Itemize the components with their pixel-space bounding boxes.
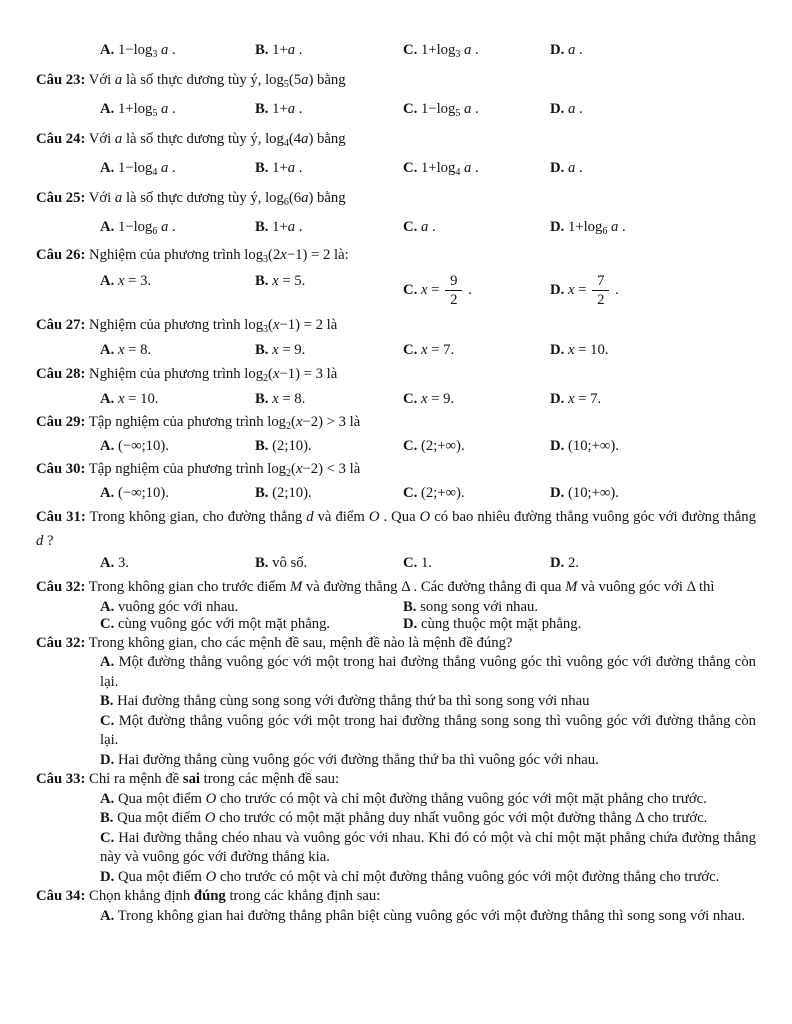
option-label: A. [100,101,115,117]
question-stem: Câu 23: Với a là số thực dương tùy ý, $\log_5(5a)$ bằng [36,71,346,90]
question-stem: Câu 33: Chỉ ra mệnh đề sai trong các mệnh đề sau: [36,771,340,787]
option-text: x = 8. [117,341,152,358]
option [100,907,756,927]
option [100,41,255,61]
option-text: x = 9. [272,341,306,358]
option [255,437,403,457]
option [100,790,756,810]
option [550,218,756,238]
option [100,599,403,617]
option [100,437,255,457]
option [100,100,255,120]
options-row [100,268,756,313]
option-text: (2;+∞). [420,484,465,501]
option [403,599,756,617]
question-block [36,411,756,458]
option [100,554,255,574]
option [403,41,550,61]
question-stem: Câu 26: Nghiệm của phương trình $\log_3(2x-1) = 2$ là: [36,246,349,265]
option [550,341,756,361]
option-label: D. [550,437,565,454]
question-number: Câu 25: [36,189,86,206]
option-text: $1+\log_5$ a . [117,101,176,119]
option [550,437,756,457]
question-number: Câu 27: [36,317,86,333]
option-text: $1-\log_4$ a . [117,160,176,178]
option-text: song song với nhau. [420,598,539,615]
option-text: 3. [117,555,129,571]
question-block [36,184,756,243]
option-text: Qua một điểm O cho trước có một và chỉ một đường thẳng vuông góc với một đường thẳng cho trước. [117,868,720,885]
option [255,484,403,504]
option-label: B. [403,598,417,615]
option-text: Một đường thẳng vuông góc với một trong hai đường thẳng vuông góc thì vuông góc với đường thẳng còn lại. [100,654,757,690]
option [255,272,403,309]
option-label: B. [255,160,269,176]
option-label: A. [100,160,115,176]
option-label: C. [403,341,418,358]
option-label: B. [255,219,269,235]
option-label: D. [403,616,418,632]
option-label: B. [255,101,269,117]
question-number: Câu 26: [36,246,86,263]
option [550,159,756,179]
option-label: C. [403,281,418,298]
option [550,272,756,309]
options-row [100,599,756,634]
question-stem: Câu 34: Chọn khẳng định đúng trong các khẳng định sau: [36,888,381,904]
options-row [100,553,756,575]
option-label: A. [100,484,115,501]
option-text: a . [567,101,583,117]
option-label: D. [100,868,115,885]
question-number: Câu 30: [36,461,86,477]
option-text: 1+a . [272,101,303,117]
option-text: x = 10. [567,341,609,358]
option-label: A. [100,598,115,615]
question-block [36,313,756,362]
option-label: D. [550,281,565,298]
option-label: A. [100,42,115,58]
option-label: C. [403,219,418,235]
option-text: $1-\log_3$ a . [117,42,176,60]
option-label: D. [100,751,115,768]
option [100,272,255,309]
option-text: $1+\log_4$ a . [420,160,479,178]
option-label: A. [100,219,115,235]
option-text: 1+a . [272,160,303,176]
option-label: B. [100,810,114,826]
options-row [100,435,756,459]
option [100,159,255,179]
question-number: Câu 23: [36,71,86,88]
option-text: x = $\frac{9}{2}$ . [420,273,472,308]
option-text: x = 7. [420,341,455,358]
option [403,159,550,179]
option-text: $1-\log_6$ a . [117,219,176,237]
option-label: D. [550,160,565,176]
option [403,554,550,574]
option-text: x = 8. [272,390,306,407]
option-label: C. [403,101,418,117]
options-row [100,36,756,66]
option [100,616,403,634]
question-block [36,770,756,887]
question-stem: Câu 31: Trong không gian, cho đường thẳng d và điểm O . Qua O có bao nhiêu đường thẳng vuông góc với đường thẳng d ? [36,509,756,549]
option-label: A. [100,907,115,924]
option-text: (2;10). [272,484,312,501]
option-text: (10;+∞). [567,437,619,454]
options-row [100,154,756,184]
option [255,390,403,410]
option-text: Qua một điểm O cho trước có một và chỉ một đường thẳng vuông góc với một mặt phẳng cho trước. [117,790,707,807]
option-text: a . [567,42,583,58]
question-stem: Câu 32: Trong không gian, cho các mệnh đề sau, mệnh đề nào là mệnh đề đúng? [36,634,513,651]
option-label: B. [255,437,269,454]
option [403,437,550,457]
question-number: Câu 33: [36,771,86,787]
option [403,390,550,410]
option-label: B. [255,273,269,289]
option [255,341,403,361]
option-text: cùng vuông góc với một mặt phẳng. [117,616,331,632]
question-block [36,125,756,184]
option-label: C. [403,484,418,501]
option-label: B. [100,693,114,709]
option [255,41,403,61]
option [550,100,756,120]
question-number: Câu 31: [36,509,86,525]
option-text: 1. [420,555,432,571]
option-text: x = 10. [117,390,159,407]
options-row [100,482,756,506]
option-label: C. [403,42,418,58]
question-stem: Câu 27: Nghiệm của phương trình $\log_3(x-1) = 2$ là [36,317,338,335]
option [403,484,550,504]
option [550,484,756,504]
question-stem: Câu 28: Nghiệm của phương trình $\log_2(x-1) = 3$ là [36,366,338,384]
option-label: C. [403,390,418,407]
option-text: a . [567,160,583,176]
option-label: C. [403,160,418,176]
option [255,218,403,238]
question-block [36,505,756,575]
option [403,218,550,238]
option-text: Trong không gian hai đường thẳng phân biệt cùng vuông góc với một đường thẳng thì song song với nhau. [117,907,746,924]
option-label: A. [100,654,115,670]
question-number: Câu 34: [36,888,86,904]
option-text: $1+\log_3$ a . [420,42,479,60]
question-block [36,634,756,771]
option-text: vô số. [272,555,308,571]
option-text: 2. [567,555,579,571]
option-label: C. [100,616,115,632]
option-text: x = 3. [117,273,152,289]
option-label: D. [550,101,565,117]
question-stem: Câu 32: Trong không gian cho trước điểm M và đường thẳng Δ . Các đường thẳng đi qua M và vuông góc với Δ thì [36,578,715,595]
option [100,341,255,361]
option-label: A. [100,390,115,407]
option-text: (2;+∞). [420,437,465,454]
question-stem: Câu 24: Với a là số thực dương tùy ý, $\log_4(4a)$ bằng [36,130,346,149]
option-text: Một đường thẳng vuông góc với một trong hai đường thẳng song song thì vuông góc với đường thẳng còn lại. [100,712,757,748]
option [550,390,756,410]
option-label: B. [255,42,269,58]
option [100,829,756,868]
option-label: B. [255,484,269,501]
option-text: x = 9. [420,390,455,407]
option-text: Hai đường thẳng cùng song song với đường thẳng thứ ba thì song song với nhau [117,693,590,709]
option [550,554,756,574]
option-label: D. [550,390,565,407]
option-label: D. [550,484,565,501]
question-number: Câu 32: [36,634,86,651]
option-text: $1-\log_5$ a . [420,101,479,119]
question-number: Câu 29: [36,414,86,430]
options-row [100,339,756,363]
option-label: D. [550,42,565,58]
option-label: A. [100,273,115,289]
options-row [100,388,756,412]
option-text: (10;+∞). [567,484,619,501]
option-label: B. [255,555,269,571]
option-label: A. [100,790,115,807]
option [100,653,756,692]
option-text: Qua một điểm O cho trước có một mặt phẳng duy nhất vuông góc với một đường thẳng Δ cho trước. [117,810,708,826]
option [403,616,756,634]
option-text: cùng thuộc một mặt phẳng. [420,616,582,632]
option [255,554,403,574]
question-block [36,458,756,505]
option-label: D. [550,555,565,571]
fraction: $\frac{9}{2}$ [445,272,462,309]
question-block [36,36,756,66]
question-block [36,362,756,411]
option-text: vuông góc với nhau. [117,598,239,615]
question-block [36,887,756,926]
option-text: $1+\log_6$ a . [567,219,626,237]
option [100,809,756,829]
option-label: A. [100,437,115,454]
option [100,390,255,410]
question-stem: Câu 30: Tập nghiệm của phương trình $\log_2(x-2) < 3$ là [36,461,361,479]
option [550,41,756,61]
option [255,159,403,179]
option-text: Hai đường thẳng cùng vuông góc với đường thẳng thứ ba thì vuông góc với nhau. [117,751,599,768]
option [100,484,255,504]
option [403,100,550,120]
option-label: C. [403,437,418,454]
question-number: Câu 28: [36,366,86,382]
option [100,218,255,238]
option-label: A. [100,555,115,571]
option-text: x = 7. [567,390,602,407]
option-label: C. [100,829,115,846]
option [100,751,756,771]
option-text: (2;10). [272,437,312,454]
question-stem: Câu 29: Tập nghiệm của phương trình $\log_2(x-2) > 3$ là [36,414,361,432]
option-text: (−∞;10). [117,484,169,501]
option-text: x = 5. [272,273,306,289]
option-label: D. [550,341,565,358]
option [100,692,756,712]
option-label: C. [100,712,115,729]
question-block [36,66,756,125]
option [100,868,756,888]
option-label: B. [255,390,269,407]
option-text: x = $\frac{7}{2}$ . [567,273,619,308]
option [403,272,550,309]
options-row [100,95,756,125]
option-label: D. [550,219,565,235]
option [100,712,756,751]
option [255,100,403,120]
option-label: B. [255,341,269,358]
question-number: Câu 32: [36,578,86,595]
option-text: Hai đường thẳng chéo nhau và vuông góc với nhau. Khi đó có một và chỉ một mặt phẳng chứa đường thẳng này và vuông góc với đường thẳng kia. [100,829,756,865]
option-text: 1+a . [272,219,303,235]
fraction: $\frac{7}{2}$ [592,272,609,309]
question-block [36,575,756,634]
options-row [100,213,756,243]
option-text: a . [420,219,436,235]
question-block [36,243,756,314]
option-text: 1+a . [272,42,303,58]
option-label: C. [403,555,418,571]
option-label: A. [100,341,115,358]
question-stem: Câu 25: Với a là số thực dương tùy ý, $\log_6(6a)$ bằng [36,189,346,208]
option-text: (−∞;10). [117,437,169,454]
question-number: Câu 24: [36,130,86,147]
option [403,341,550,361]
